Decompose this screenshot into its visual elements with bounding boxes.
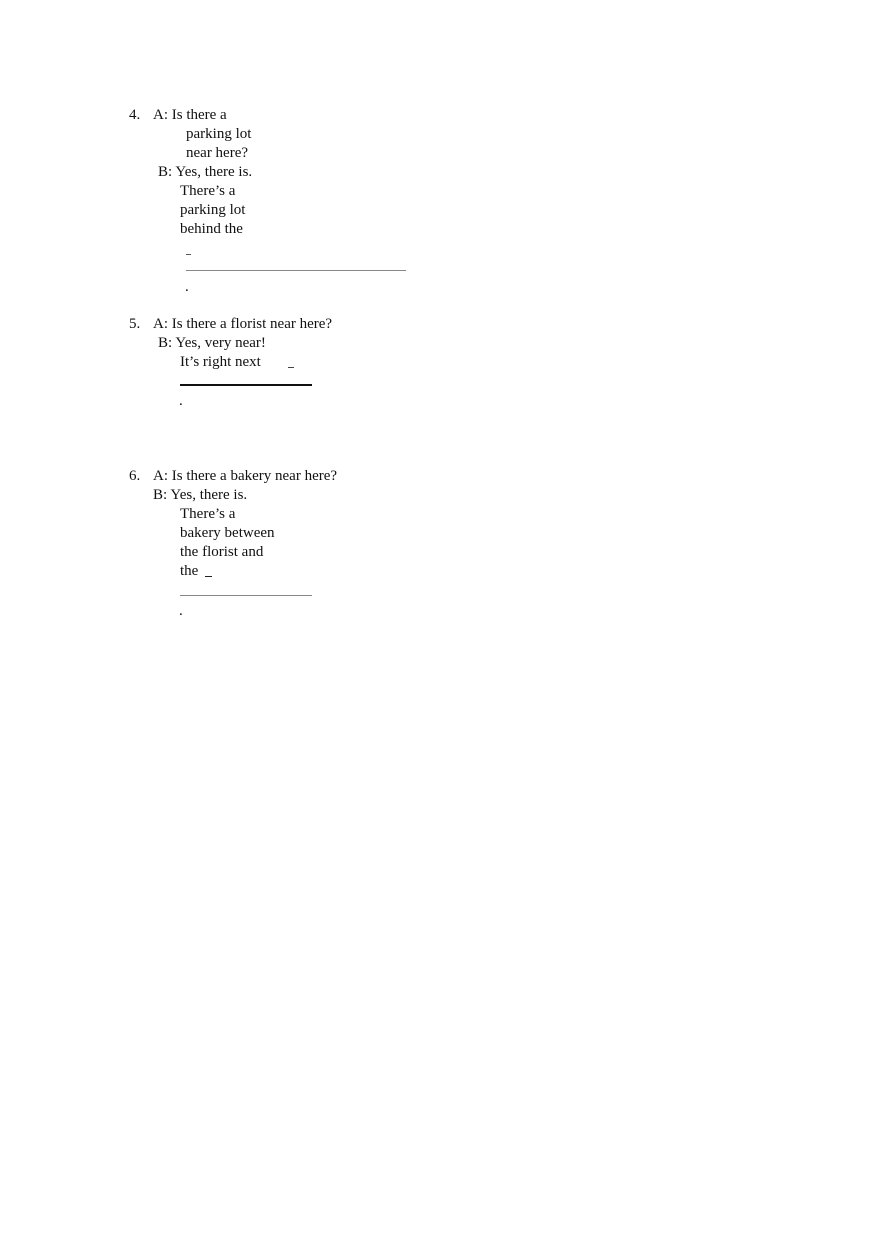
- speaker-a-line: A: Is there a bakery near here?: [153, 468, 338, 484]
- speaker-b-line: parking lot: [180, 202, 246, 218]
- answer-blank[interactable]: [180, 384, 312, 386]
- answer-blank[interactable]: [186, 270, 406, 271]
- speaker-a-line: near here?: [186, 145, 249, 161]
- speaker-a-line: parking lot: [186, 126, 252, 142]
- speaker-b-line: the: [180, 563, 199, 579]
- speaker-b-line: There’s a: [180, 183, 236, 199]
- speaker-b-line: behind the: [180, 221, 243, 237]
- speaker-a-line: A: Is there a florist near here?: [153, 316, 333, 332]
- question-number: 6.: [129, 468, 141, 484]
- sentence-period: .: [185, 279, 189, 295]
- speaker-b-line: It’s right next: [180, 354, 261, 370]
- sentence-period: .: [179, 393, 183, 409]
- blank-dash-mark: [288, 367, 294, 368]
- speaker-b-line: B: Yes, there is.: [158, 164, 253, 180]
- speaker-b-line: There’s a: [180, 506, 236, 522]
- speaker-b-line: bakery between: [180, 525, 275, 541]
- blank-dash-mark: [205, 576, 212, 577]
- sentence-period: .: [179, 603, 183, 619]
- question-number: 4.: [129, 107, 141, 123]
- blank-dash-mark: [186, 254, 191, 255]
- speaker-b-line: B: Yes, very near!: [158, 335, 266, 351]
- answer-blank[interactable]: [180, 595, 312, 596]
- speaker-b-line: B: Yes, there is.: [153, 487, 248, 503]
- speaker-b-line: the florist and: [180, 544, 264, 560]
- speaker-a-line: A: Is there a: [153, 107, 227, 123]
- question-number: 5.: [129, 316, 141, 332]
